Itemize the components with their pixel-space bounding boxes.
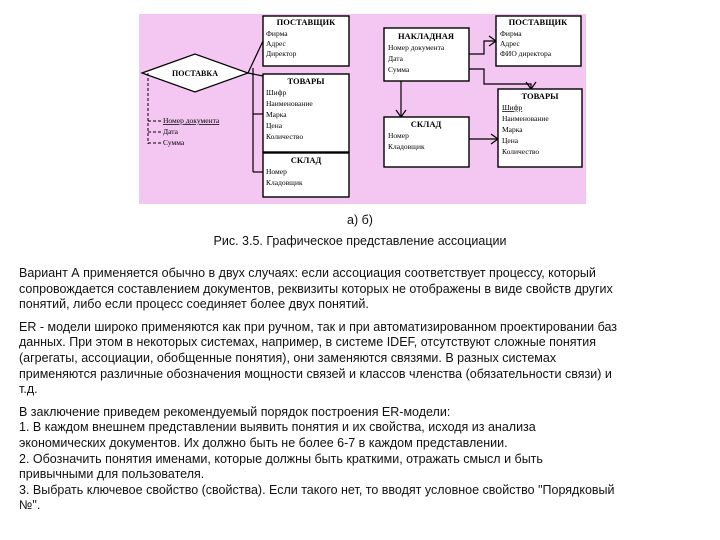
attribute: Количество — [266, 132, 304, 141]
goods-entity-a — [263, 74, 349, 152]
attribute: Директор — [266, 49, 297, 58]
text-line: В заключение приведем рекомендуемый порядок построения ER-модели: — [19, 404, 451, 419]
text-line: Вариант А применяется обычно в двух случаях: если ассоциация соответствует процессу, который — [19, 266, 596, 280]
attribute: ФИО директора — [500, 49, 552, 58]
attribute: Наименование — [266, 99, 313, 108]
figure-subcaption: а) б) — [347, 213, 373, 227]
paragraph — [19, 320, 704, 398]
entity-title: ТОВАРЫ — [287, 76, 325, 86]
attribute: Шифр — [266, 88, 287, 97]
text-line: экономических документов. Их должно быть не более 6-7 в каждом представлении. — [19, 435, 508, 450]
text-line: №". — [19, 498, 41, 513]
attribute: Дата — [163, 127, 178, 136]
attribute: Марка — [266, 110, 287, 119]
text-line: привычными для пользователя. — [19, 467, 205, 482]
attribute: Фирма — [266, 29, 288, 38]
paragraph — [19, 266, 704, 313]
attribute: Наименование — [502, 114, 549, 123]
attribute: Фирма — [500, 29, 522, 38]
paragraph — [19, 405, 704, 514]
entity-title: НАКЛАДНАЯ — [397, 31, 455, 41]
text-line: 1. В каждом внешнем представлении выявить понятия и их свойства, исходя из анализа — [19, 420, 536, 435]
attribute: Кладовщик — [388, 142, 425, 151]
text-line: применяются различные обозначения мощности связей и классов членства (обязательности связи) и — [19, 366, 612, 381]
invoice-entity-b — [384, 28, 469, 81]
text-line: данных. При этом в некоторых системах, например, в системе IDEF, отсутствуют сложные понятия — [19, 335, 597, 350]
attribute: Адрес — [266, 39, 286, 48]
attribute: Шифр — [502, 103, 523, 112]
attribute: Номер документа — [388, 43, 445, 52]
warehouse-entity-a — [263, 153, 349, 197]
entity-title: СКЛАД — [290, 155, 322, 165]
text-line: ER - модели широко применяются как при ручном, так и при автоматизированном проектировании баз — [19, 319, 618, 334]
attribute: Цена — [502, 136, 519, 145]
attribute: Номер документа — [163, 116, 220, 125]
attribute: Адрес — [500, 39, 520, 48]
attribute: Сумма — [388, 65, 410, 74]
attribute: Номер — [266, 167, 287, 176]
attribute: Кладовщик — [266, 178, 303, 187]
body-text — [19, 266, 704, 521]
entity-title: ТОВАРЫ — [521, 91, 559, 101]
attribute: Количество — [502, 147, 540, 156]
entity-title: ПОСТАВЩИК — [276, 17, 336, 27]
entity-title: ПОСТАВЩИК — [508, 17, 568, 27]
entity-title: СКЛАД — [410, 119, 442, 129]
attribute: Сумма — [163, 138, 185, 147]
text-line: т.д. — [19, 382, 38, 397]
figure-caption: Рис. 3.5. Графическое представление ассоциации — [213, 234, 507, 248]
attribute: Номер — [388, 131, 409, 140]
text-line: 2. Обозначить понятия именами, которые должны быть краткими, отражать смысл и быть — [19, 451, 543, 466]
association-diagram — [139, 14, 586, 204]
attribute: Дата — [388, 54, 403, 63]
goods-entity-b — [498, 89, 582, 167]
attribute: Цена — [266, 121, 283, 130]
supplier-entity-b — [496, 16, 581, 66]
text-line: понятий, либо если процесс соединяет более двух понятий. — [19, 297, 369, 312]
text-line: (агрегаты, ассоциации, обобщенные понятия), они заменяются связями. В разных системах — [19, 350, 557, 365]
text-line: 3. Выбрать ключевое свойство (свойства). Если такого нет, то вводят условное свойство "Порядковый — [19, 482, 615, 497]
association-title: ПОСТАВКА — [172, 69, 218, 78]
text-line: сопровождается составлением документов, реквизиты которых не отображены в виде свойств других — [19, 281, 613, 296]
supplier-entity-a — [263, 16, 349, 66]
warehouse-entity-b — [384, 117, 469, 167]
attribute: Марка — [502, 125, 523, 134]
